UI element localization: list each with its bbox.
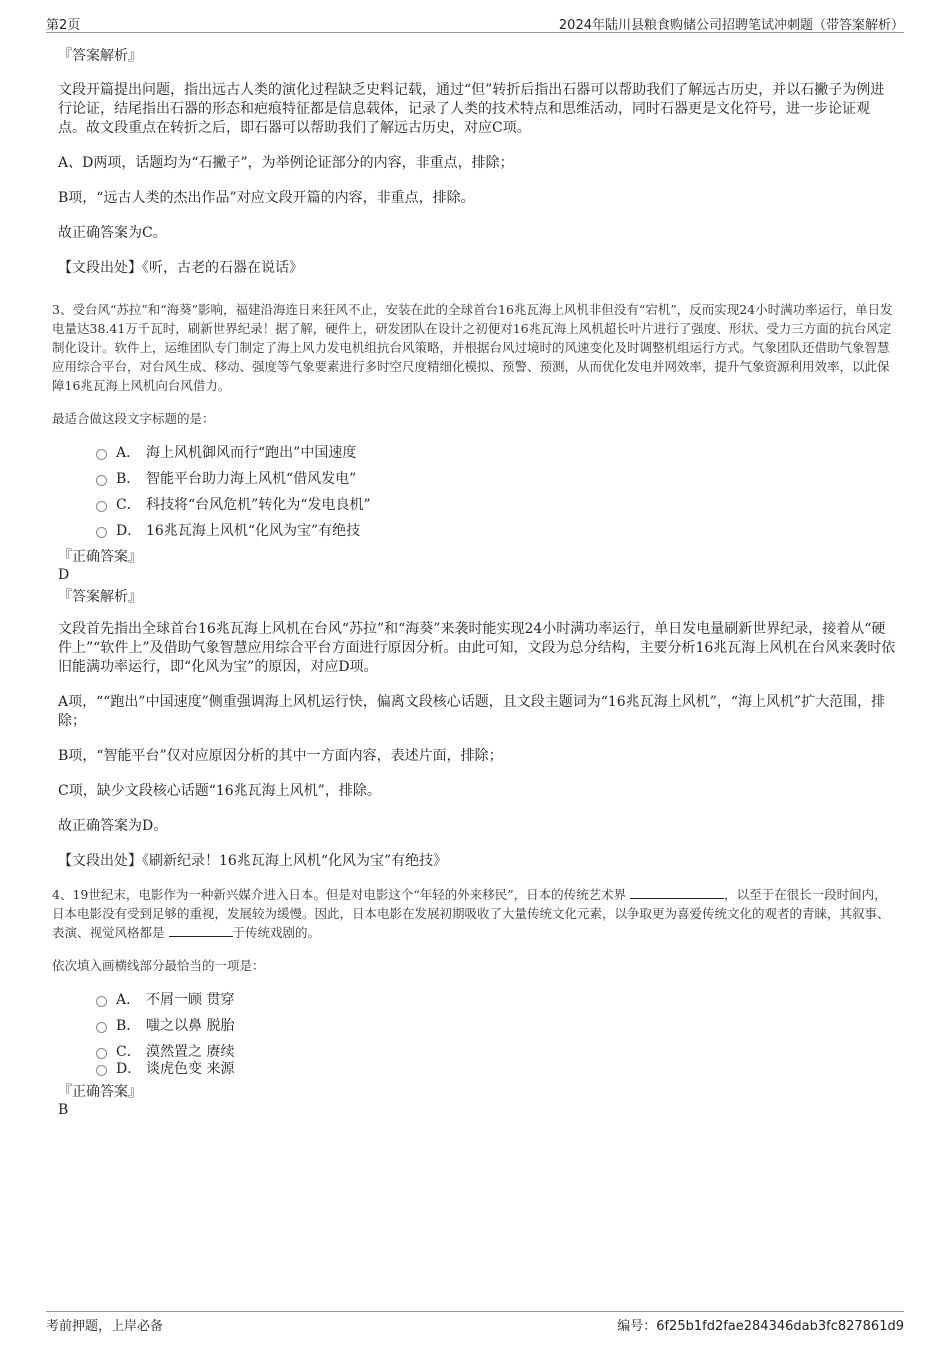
q2-analysis-label: 『答案解析』 xyxy=(58,48,142,64)
radio-icon[interactable] xyxy=(96,475,107,486)
document-title: 2024年陆川县粮食购储公司招聘笔试冲刺题（带答案解析） xyxy=(558,18,904,33)
page-header xyxy=(46,12,904,33)
q4-option-d[interactable]: D． 谈虎色变 来源 xyxy=(96,1061,896,1077)
q2-analysis-text: 文段开篇提出问题，指出远古人类的演化过程缺乏史料记载，通过“但”转折后指出石器可以帮助我们了解远古历史，并以石撇子为例进行论证，结尾指出石器的形态和疤痕特征都是信息载体，记录了人类的技术特点和思维活动，同时石器更是文化符号，进一步论证观点。故文段重点在转折之后，即石器可以帮助我们了解远古历史，对应C项。 xyxy=(58,82,885,136)
q2-conclusion: 故正确答案为C。 xyxy=(58,225,167,241)
q3-stem: 3、受台风“苏拉”和“海葵”影响，福建沿海连日来狂风不止，安装在此的全球首台16兆瓦海上风机非但没有“宕机”，反而实现24小时满功率运行，单日发电量达38.41万千瓦时，刷新世界纪录！据了解，硬件上，研发团队在设计之初便对16兆瓦海上风机超长叶片进行了强度、形状、受力三方面的抗台风定制化设计。软件上，运维团队专门制定了海上风力发电机组抗台风策略，并根据台风过境时的风速变化及时调整机组运行方式。气象团队还借助气象智慧应用综合平台，对台风生成、移动、强度等气象要素进行多时空尺度精细化模拟、预警、预测，从而优化发电并网效率，提升气象资源利用效率，以此保障16兆瓦海上风机向台风借力。 xyxy=(52,302,893,393)
q3-option-b-note: B项，“智能平台”仅对应原因分析的其中一方面内容，表述片面，排除； xyxy=(58,748,503,764)
q4-prompt: 依次填入画横线部分最恰当的一项是： xyxy=(52,958,265,973)
q3-correct-answer: D xyxy=(58,567,70,583)
q3-source: 【文段出处】《刷新纪录！16兆瓦海上风机“化风为宝”有绝技》 xyxy=(58,853,448,869)
footer-slogan: 考前押题，上岸必备 xyxy=(46,1319,164,1334)
q4-option-a[interactable]: A． 不屑一顾 贯穿 xyxy=(96,987,896,1013)
page-footer xyxy=(46,1311,904,1334)
q3-correct-label: 『正确答案』 xyxy=(58,549,142,565)
blank-line xyxy=(630,886,724,899)
q3-option-b[interactable]: B． 智能平台助力海上风机“借风发电” xyxy=(96,466,896,492)
q3-option-a-note: A项，““跑出”中国速度”侧重强调海上风机运行快，偏离文段核心话题，且文段主题词为“16兆瓦海上风机”，“海上风机”扩大范围，排除； xyxy=(58,694,886,729)
q3-option-a[interactable]: A． 海上风机御风而行“跑出”中国速度 xyxy=(96,440,896,466)
q4-option-c[interactable]: C． 漠然置之 赓续 xyxy=(96,1043,896,1061)
q4-correct-label: 『正确答案』 xyxy=(58,1084,142,1100)
radio-icon[interactable] xyxy=(96,1065,107,1076)
radio-icon[interactable] xyxy=(96,501,107,512)
document-code: 编号：6f25b1fd2fae284346dab3fc827861d9 xyxy=(617,1319,904,1334)
radio-icon[interactable] xyxy=(96,449,107,460)
q3-options xyxy=(56,440,896,544)
radio-icon[interactable] xyxy=(96,1048,107,1059)
q2-option-ad-note: A、D两项，话题均为“石撇子”，为举例论证部分的内容，非重点，排除； xyxy=(58,155,514,171)
q3-analysis-label: 『答案解析』 xyxy=(58,589,142,605)
q4-options xyxy=(56,987,896,1077)
q3-analysis-text: 文段首先指出全球首台16兆瓦海上风机在台风“苏拉”和“海葵”来袭时能实现24小时满功率运行，单日发电量刷新世界纪录，接着从“硬件上”“软件上”及借助气象智慧应用综合平台方面进行原因分析。由此可知，文段为总分结构，主要分析16兆瓦海上风机在台风来袭时依旧能满功率运行，即“化风为宝”的原因，对应D项。 xyxy=(58,621,896,675)
blank-line xyxy=(169,924,233,937)
page-number: 第2页 xyxy=(46,18,81,33)
radio-icon[interactable] xyxy=(96,527,107,538)
q2-option-b-note: B项，“远古人类的杰出作品”对应文段开篇的内容，非重点，排除。 xyxy=(58,190,475,206)
q4-correct-answer: B xyxy=(58,1102,69,1118)
q3-option-d[interactable]: D． 16兆瓦海上风机“化风为宝”有绝技 xyxy=(96,518,896,544)
radio-icon[interactable] xyxy=(96,1022,107,1033)
q4-stem: 4、19世纪末，电影作为一种新兴媒介进入日本。但是对电影这个“年轻的外来移民”，日本的传统艺术界 ，以至于在很长一段时间内，日本电影没有受到足够的重视，发展较为缓慢。因此，日本电影在发展初期吸收了大量传统文化元素，以争取更为喜爱传统文化的观者的青睐，其叙事、表演、视觉风格都是 于传统戏剧的。 xyxy=(52,887,890,940)
q2-source: 【文段出处】《听，古老的石器在说话》 xyxy=(58,260,303,276)
q3-prompt: 最适合做这段文字标题的是： xyxy=(52,411,215,426)
q3-conclusion: 故正确答案为D。 xyxy=(58,818,168,834)
q3-option-c[interactable]: C． 科技将“台风危机”转化为“发电良机” xyxy=(96,492,896,518)
radio-icon[interactable] xyxy=(96,996,107,1007)
page-content xyxy=(52,46,896,1119)
q4-option-b[interactable]: B． 嗤之以鼻 脱胎 xyxy=(96,1013,896,1039)
q3-option-c-note: C项，缺少文段核心话题“16兆瓦海上风机”，排除。 xyxy=(58,783,381,799)
